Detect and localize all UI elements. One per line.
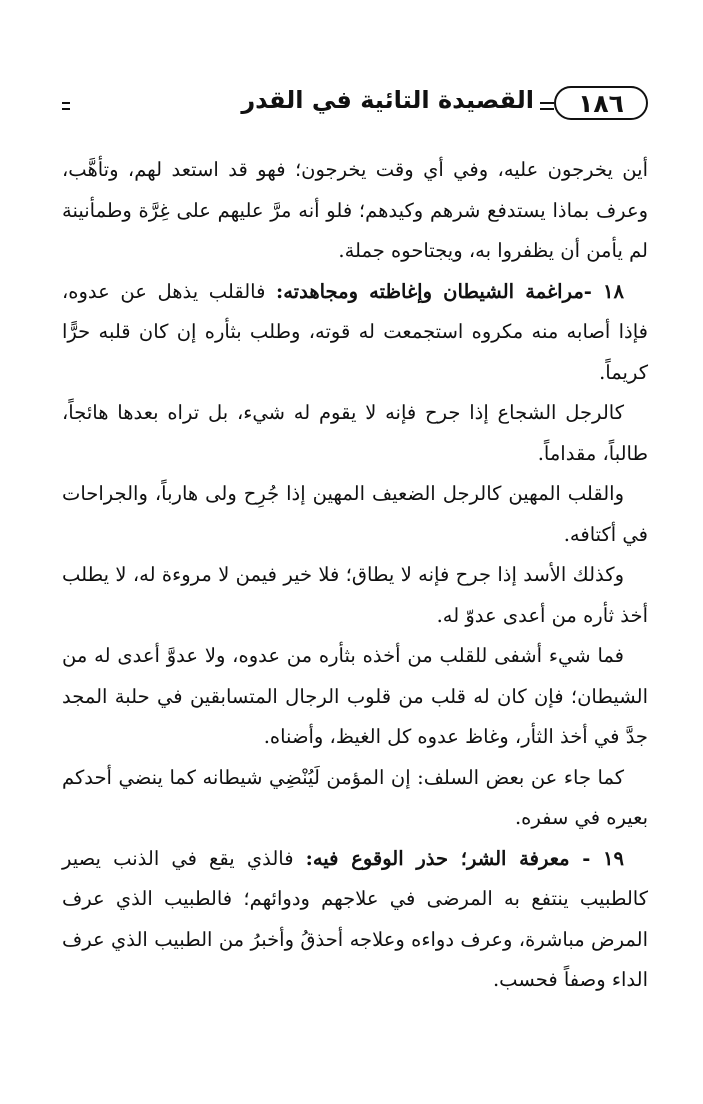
section-heading: ١٨ -مراغمة الشيطان وإغاظته ومجاهدته: <box>276 279 624 303</box>
page-number-badge: ١٨٦ <box>554 86 648 120</box>
paragraph-text: وكذلك الأسد إذا جرح فإنه لا يطاق؛ فلا خير فيمن لا مروءة له، لا يطلب أخذ ثأره من أعدى عدوّ له. <box>62 563 648 627</box>
paragraph-text: كالرجل الشجاع إذا جرح فإنه لا يقوم له شيء، بل تراه بعدها هائجاً، طالباً، مقداماً. <box>62 401 648 465</box>
page-header <box>62 84 648 124</box>
header-double-rule-left <box>62 102 70 110</box>
paragraph <box>62 150 648 272</box>
paragraph-text: أين يخرجون عليه، وفي أي وقت يخرجون؛ فهو قد استعد لهم، وتأهَّب، وعرف بماذا يستدفع شرهم وكيدهم؛ فلو أنه مرَّ عليهم على غِرَّة وطمأنينة لم يأمن أن يظفروا به، ويجتاحوه جملة. <box>62 158 648 262</box>
paragraph-text: فما شيء أشفى للقلب من أخذه بثأره من عدوه، ولا عدوَّ أعدى له من الشيطان؛ فإن كان له قلب من قلوب الرجال المتسابقين في حلبة المجد جدَّ في أخذ الثأر، وغاظ عدوه كل الغيظ، وأضناه. <box>62 644 648 748</box>
paragraph <box>62 474 648 555</box>
paragraph <box>62 758 648 839</box>
running-title: القصيدة التائية في القدر <box>241 86 534 114</box>
paragraph <box>62 272 648 394</box>
body-text <box>62 150 648 1001</box>
paragraph <box>62 393 648 474</box>
header-double-rule <box>540 102 554 110</box>
paragraph <box>62 839 648 1001</box>
paragraph <box>62 636 648 758</box>
paragraph-text: والقلب المهين كالرجل الضعيف المهين إذا جُرِح ولى هارباً، والجراحات في أكتافه. <box>62 482 648 546</box>
paragraph-text: كما جاء عن بعض السلف: إن المؤمن لَيُنْضِي شيطانه كما ينضي أحدكم بعيره في سفره. <box>62 765 648 829</box>
paragraph <box>62 555 648 636</box>
paragraph-text: فالقلب يذهل عن عدوه، فإذا أصابه منه مكروه استجمعت له قوته، وطلب بثأره إن كان قلبه حرًّا كريماً. <box>62 279 648 384</box>
section-heading: ١٩ - معرفة الشر؛ حذر الوقوع فيه: <box>305 846 624 870</box>
paragraph-text: فالذي يقع في الذنب يصير كالطبيب ينتفع به المرضى في علاجهم ودوائهم؛ فالطبيب الذي عرف المرض مباشرة، وعرف دواءه وعلاجه أحذقُ وأخبرُ من الطبيب الذي عرف الداء وصفاً فحسب. <box>62 846 648 991</box>
